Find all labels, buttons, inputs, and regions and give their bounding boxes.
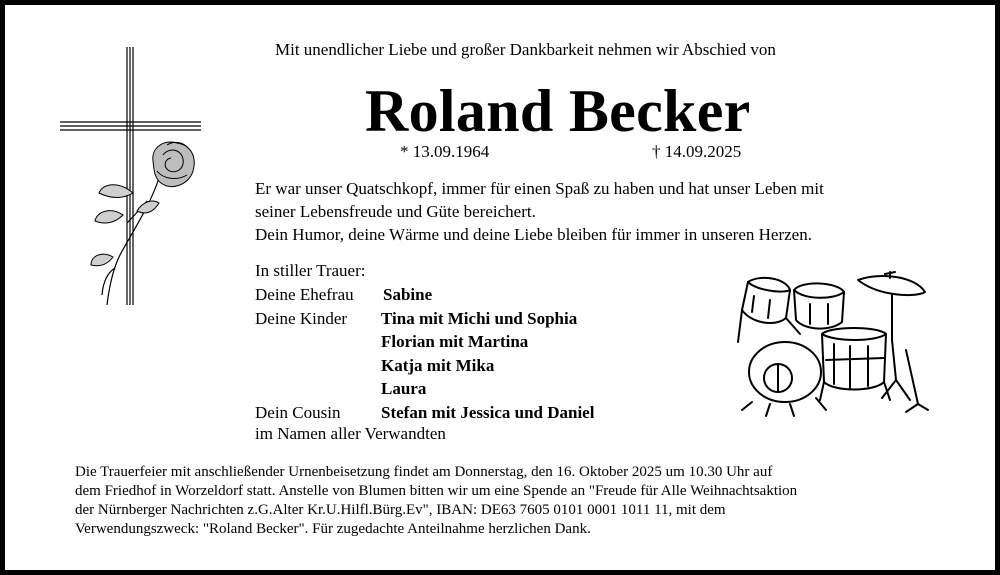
footer-line: der Nürnberger Nachrichten z.G.Alter Kr.U.Hilfl.Bürg.Ev", IBAN: DE63 7605 0101 0001 1011 11, mit dem xyxy=(75,502,726,518)
mourner-names: Florian mit Martina xyxy=(381,332,529,352)
closing-line: im Namen aller Verwandten xyxy=(255,424,446,443)
deceased-name: Roland Becker xyxy=(365,78,751,144)
tribute-line: Er war unser Quatschkopf, immer für einen Spaß zu haben und hat unser Leben mit xyxy=(255,179,824,198)
mourner-relation: Deine Kinder xyxy=(255,308,348,328)
tribute-line: seiner Lebensfreude und Güte bereichert. xyxy=(255,202,536,221)
drum-kit-icon xyxy=(730,270,935,420)
intro-line: Mit unendlicher Liebe und großer Dankbarkeit nehmen wir Abschied von xyxy=(275,40,776,59)
mourner-names: Sabine xyxy=(383,285,433,304)
mourner-relation: Deine Ehefrau xyxy=(255,285,354,304)
funeral-details xyxy=(75,463,797,539)
footer-line: Verwendungszweck: "Roland Becker". Für zugedachte Anteilnahme herzlichen Dank. xyxy=(75,521,591,537)
footer-line: dem Friedhof in Worzeldorf statt. Anstelle von Blumen bitten wir um eine Spende an "Freude für Alle Weihnachtsaktion xyxy=(75,483,798,499)
mourner-names: Katja mit Mika xyxy=(381,355,495,375)
birth-date: * 13.09.1964 xyxy=(400,142,490,161)
mourner-names: Stefan mit Jessica und Daniel xyxy=(381,402,595,422)
mourners-intro: In stiller Trauer: xyxy=(255,261,366,280)
tribute-line: Dein Humor, deine Wärme und deine Liebe bleiben für immer in unseren Herzen. xyxy=(255,225,812,244)
death-date: † 14.09.2025 xyxy=(652,142,742,161)
mourner-names: Laura xyxy=(381,379,427,399)
mourner-names: Tina mit Michi und Sophia xyxy=(381,308,578,328)
tribute-text xyxy=(255,177,824,246)
cross-with-rose-icon xyxy=(55,43,205,313)
footer-line: Die Trauerfeier mit anschließender Urnenbeisetzung findet am Donnerstag, den 16. Oktober 2025 um 10.30 Uhr auf xyxy=(75,464,773,480)
mourner-relation: Dein Cousin xyxy=(255,402,341,422)
